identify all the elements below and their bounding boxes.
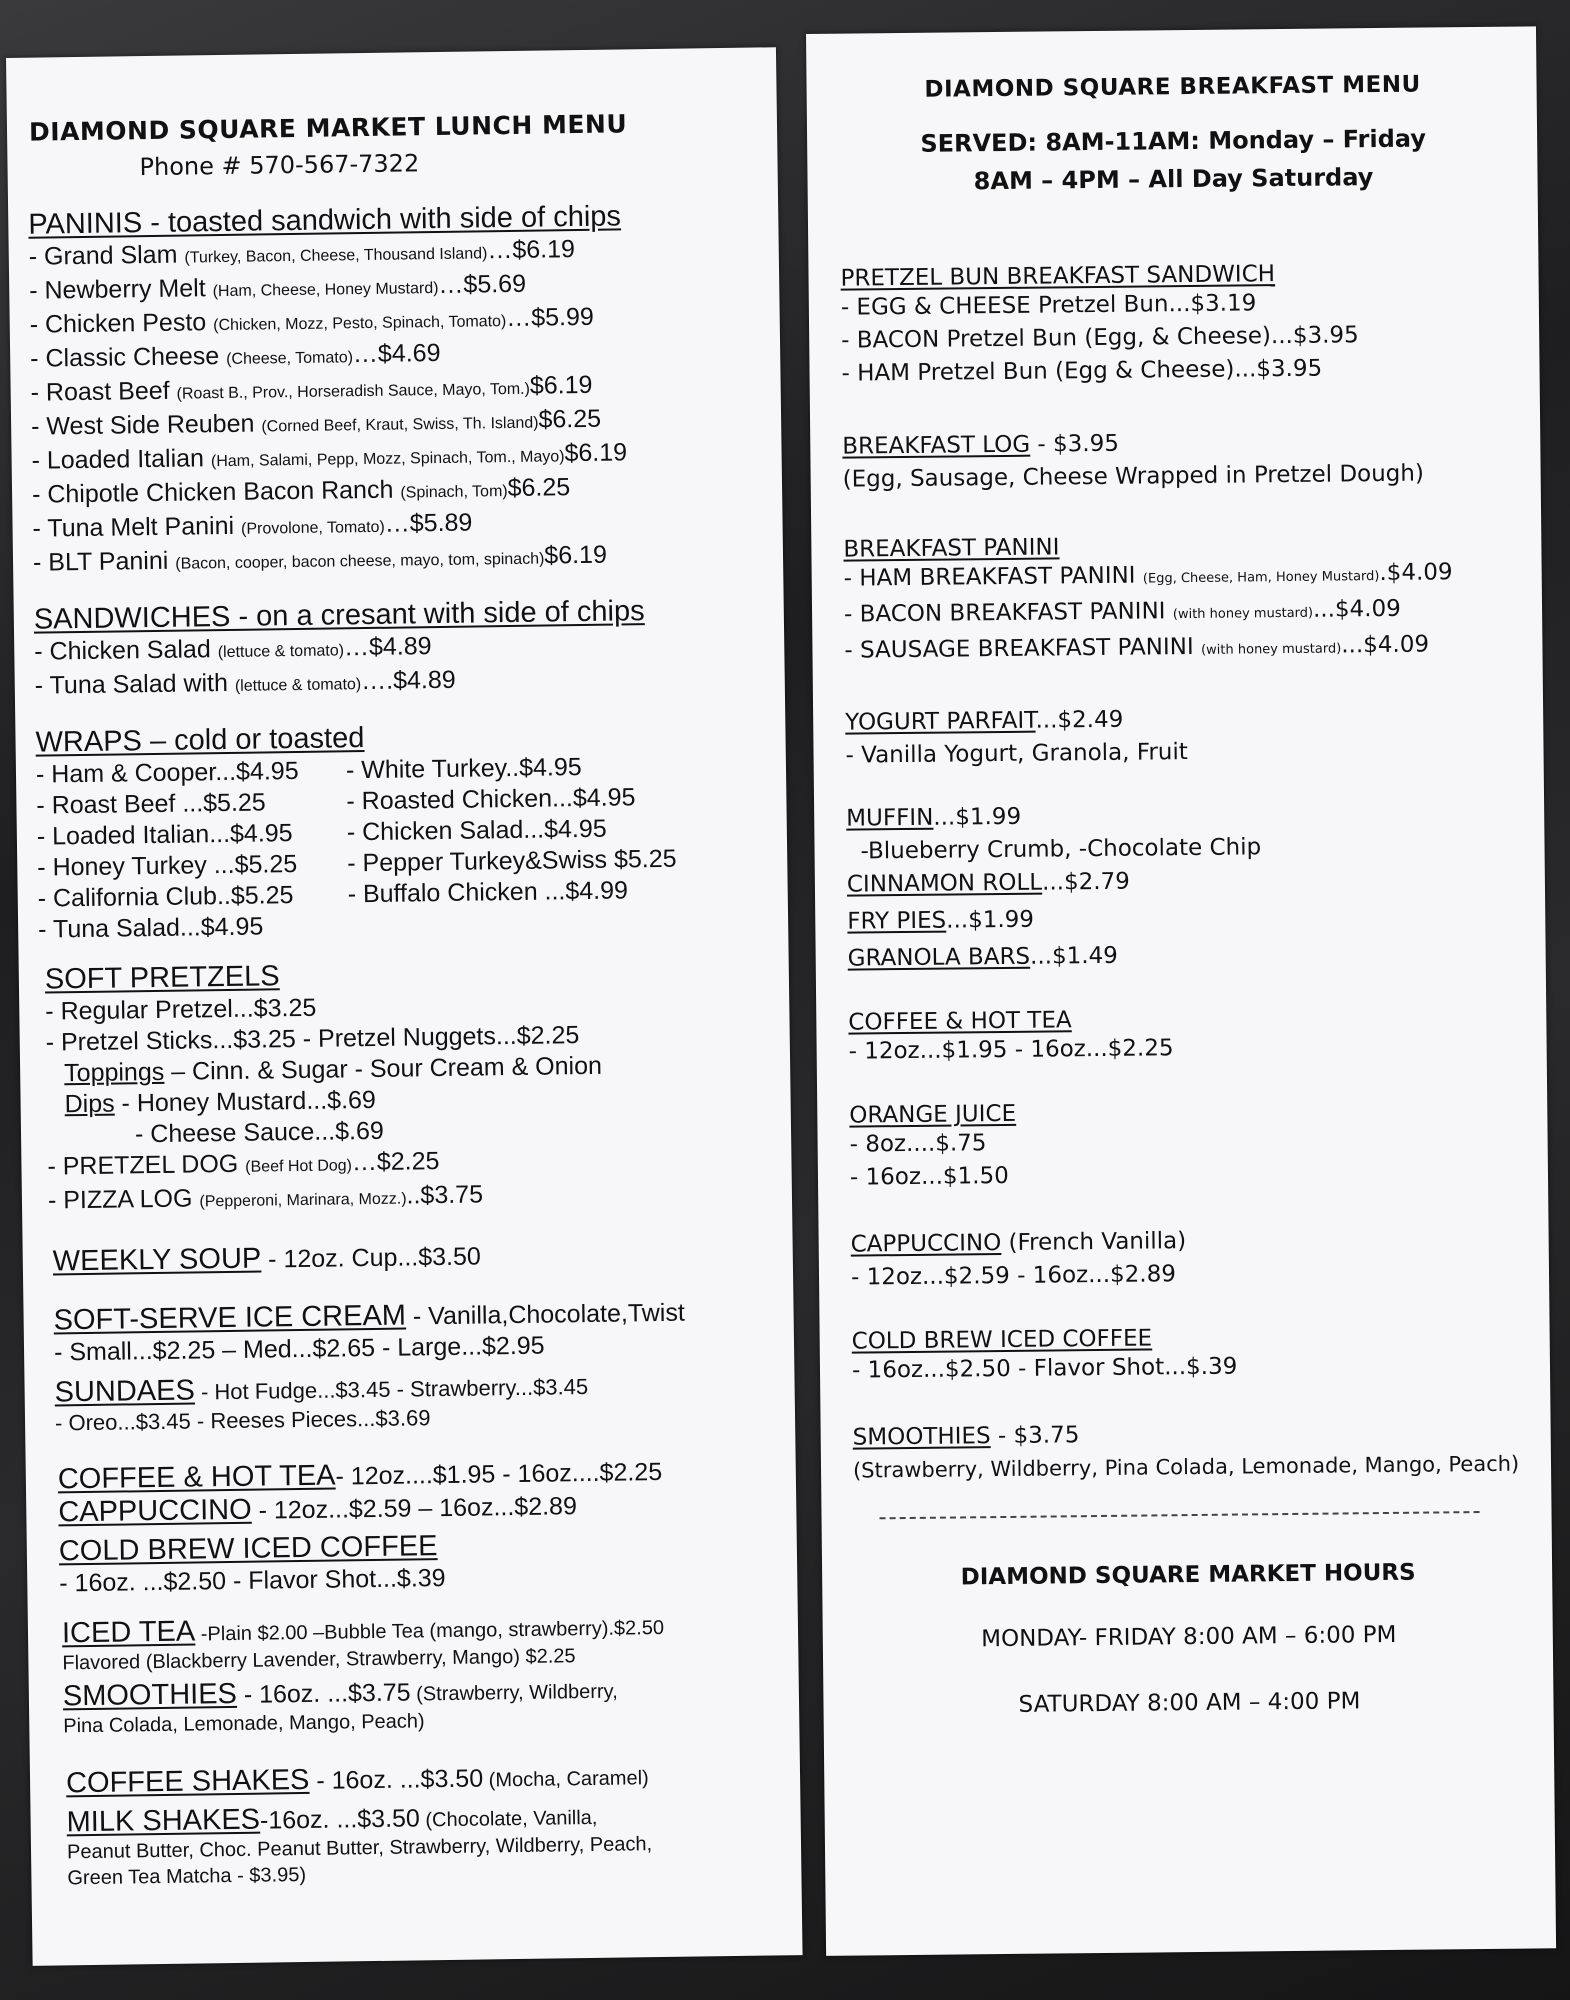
oj-line1: - 8oz....$.75	[849, 1130, 987, 1158]
breakfast-panini-name: - BACON BREAKFAST PANINI	[843, 598, 1166, 628]
sandwiches-heading: SANDWICHES - on a cresant with side of chips	[33, 595, 645, 636]
sundaes-line1: - Hot Fudge...$3.45 - Strawberry...$3.45	[194, 1374, 589, 1405]
milkshakes-desc3: Green Tea Matcha - $3.95)	[67, 1863, 307, 1890]
icecream-heading: SOFT-SERVE ICE CREAM	[53, 1299, 407, 1337]
toppings-text: – Cinn. & Sugar - Sour Cream & Onion	[164, 1051, 603, 1086]
panini-item-price: …$5.69	[438, 269, 527, 299]
frypies-heading: FRY PIES	[847, 907, 947, 935]
breakfast-menu-sheet	[806, 26, 1556, 1956]
panini-item-desc: (Spinach, Tom)	[400, 483, 508, 502]
sandwich-item-price: ….$4.89	[360, 665, 456, 696]
wraps-left-column	[36, 755, 349, 945]
icedtea-line2: Flavored (Blackberry Lavender, Strawberry, Mango) $2.25	[62, 1645, 576, 1675]
bakery-section	[846, 796, 1516, 976]
served-saturday: 8AM – 4PM – All Day Saturday	[973, 163, 1374, 196]
cheese-sauce: - Cheese Sauce...$.69	[134, 1116, 384, 1149]
yogurt-desc: - Vanilla Yogurt, Granola, Fruit	[845, 739, 1188, 769]
lunch-smoothies-desc2: Pina Colada, Lemonade, Mango, Peach)	[63, 1710, 425, 1738]
lunch-smoothies-desc1: (Strawberry, Wildberry,	[410, 1680, 618, 1706]
served-hours	[839, 119, 1508, 202]
panini-item-price: $6.19	[529, 370, 593, 400]
wrap-item: - Chicken Salad...$4.95	[346, 814, 607, 847]
frypies-price: ...$1.99	[946, 906, 1035, 934]
oj-section	[849, 1096, 1518, 1195]
phone-number: Phone # 570-567-7322	[139, 149, 420, 182]
sandwich-item-desc: (lettuce & tomato)	[217, 642, 345, 662]
breakfast-cappuccino-note: (French Vanilla)	[1001, 1228, 1187, 1257]
pretzelbun-item: - EGG & CHEESE Pretzel Bun...$3.19	[840, 290, 1257, 321]
wrap-item: - California Club..$5.25	[37, 881, 294, 913]
breakfast-coffee-heading: COFFEE & HOT TEA	[848, 1007, 1072, 1036]
breakfast-coldbrew-section	[852, 1322, 1521, 1388]
lunch-cappuccino-text: - 12oz...$2.59 – 16oz...$2.89	[251, 1492, 578, 1525]
panini-item-name: - Classic Cheese	[30, 342, 220, 373]
toppings-label: Toppings	[63, 1057, 165, 1088]
pizza-log-price: ..$3.75	[406, 1180, 484, 1210]
breakfast-panini-name: - HAM BREAKFAST PANINI	[843, 562, 1136, 592]
lunch-cappuccino-heading: CAPPUCCINO	[58, 1493, 252, 1529]
pretzelbun-item: - BACON Pretzel Bun (Egg, & Cheese)...$3.95	[841, 322, 1359, 354]
lunch-coffee-text: - 12oz....$1.95 - 16oz....$2.25	[335, 1457, 663, 1491]
sandwich-item-name: - Chicken Salad	[34, 635, 211, 666]
served-weekday: SERVED: 8AM-11AM: Monday – Friday	[920, 124, 1427, 158]
icecream-flavors: - Vanilla,Chocolate,Twist	[405, 1298, 685, 1331]
panini-item-desc: (Ham, Salami, Pepp, Mozz, Spinach, Tom., Mayo)	[210, 448, 565, 471]
sundaes-heading: SUNDAES	[54, 1374, 196, 1409]
breakfast-panini-item	[844, 628, 1512, 671]
yogurt-heading: YOGURT PARFAIT	[845, 707, 1036, 736]
soup-section	[43, 1235, 773, 1278]
wraps-section	[35, 716, 768, 945]
cinnamon-price: ...$2.79	[1041, 868, 1130, 896]
muffin-heading: MUFFIN	[846, 804, 934, 832]
paninis-heading: PANINIS - toasted sandwich with side of chips	[28, 200, 622, 241]
panini-item-desc: (Corned Beef, Kraut, Swiss, Th. Island)	[261, 414, 539, 436]
oj-heading: ORANGE JUICE	[849, 1100, 1017, 1129]
sandwich-item-desc: (lettuce & tomato)	[234, 676, 362, 695]
panini-item-name: - BLT Panini	[32, 546, 169, 577]
milkshakes-price: -16oz. ...$3.50	[259, 1804, 421, 1835]
shakes-section	[50, 1757, 782, 1891]
breakfast-cappuccino-text: - 12oz...$2.59 - 16oz...$2.89	[850, 1261, 1177, 1291]
panini-item-price: $6.19	[544, 540, 608, 570]
breakfast-panini-price: ...$4.09	[1341, 631, 1430, 659]
breakfast-panini-heading: BREAKFAST PANINI	[843, 534, 1060, 563]
icedtea-section	[48, 1607, 780, 1739]
sandwiches-list	[34, 626, 765, 704]
panini-item-desc: (Ham, Cheese, Honey Mustard)	[212, 279, 439, 301]
breakfast-smoothies-price: - $3.75	[990, 1422, 1080, 1450]
coffeeshakes-heading: COFFEE SHAKES	[65, 1763, 310, 1800]
breakfast-panini-section	[843, 530, 1512, 671]
panini-item-price: …$5.99	[506, 302, 595, 333]
panini-item-name: - Loaded Italian	[31, 444, 205, 475]
panini-item-desc: (Turkey, Bacon, Cheese, Thousand Island)	[184, 245, 488, 267]
lunch-coldbrew-text: - 16oz. ...$2.50 - Flavor Shot...$.39	[59, 1564, 446, 1598]
breakfast-smoothies-desc: (Strawberry, Wildberry, Pina Colada, Lemonade, Mango, Peach)	[852, 1451, 1520, 1483]
lunch-coldbrew-heading: COLD BREW ICED COFFEE	[58, 1530, 438, 1568]
icecream-sizes: - Small...$2.25 – Med...$2.65 - Large...$2.95	[53, 1331, 545, 1367]
panini-item-desc: (Provolone, Tomato)	[240, 518, 385, 538]
panini-item-name: - Chipotle Chicken Bacon Ranch	[31, 475, 394, 509]
lunch-smoothies-heading: SMOOTHIES	[62, 1677, 238, 1713]
panini-item-price: $6.25	[507, 473, 571, 503]
dips-label: Dips	[64, 1089, 115, 1119]
hours-weekday: MONDAY- FRIDAY 8:00 AM – 6:00 PM	[981, 1621, 1397, 1653]
panini-item-price: $6.25	[538, 404, 602, 434]
breakfast-menu-title: DIAMOND SQUARE BREAKFAST MENU	[924, 71, 1421, 103]
breakfast-smoothies-heading: SMOOTHIES	[852, 1423, 991, 1451]
coffeeshakes-desc: (Mocha, Caramel)	[482, 1767, 649, 1792]
paninis-section	[28, 199, 763, 582]
pretzelbun-list	[841, 285, 1510, 391]
icedtea-heading: ICED TEA	[61, 1615, 196, 1650]
sandwich-item-name: - Tuna Salad with	[34, 668, 229, 700]
breakfast-log-heading: BREAKFAST LOG	[842, 431, 1031, 460]
lunch-menu-sheet	[6, 47, 803, 1966]
panini-item-desc: (Roast B., Prov., Horseradish Sauce, Mayo, Tom.)	[176, 380, 531, 403]
panini-item-desc: (Chicken, Mozz, Pesto, Spinach, Tomato)	[213, 313, 507, 335]
breakfast-panini-price: .$4.09	[1379, 559, 1453, 587]
cinnamon-heading: CINNAMON ROLL	[846, 869, 1043, 898]
panini-item-price: …$4.69	[352, 338, 441, 369]
breakfast-log-desc: (Egg, Sausage, Cheese Wrapped in Pretzel Dough)	[842, 460, 1425, 493]
icedtea-line1: -Plain $2.00 –Bubble Tea (mango, strawberry).$2.50	[195, 1616, 665, 1646]
pretzel-dog-name: - PRETZEL DOG	[47, 1149, 239, 1181]
sundaes-line2: - Oreo...$3.45 - Reeses Pieces...$3.69	[54, 1405, 431, 1436]
lunch-drinks-section	[46, 1453, 778, 1599]
muffin-price: ...$1.99	[933, 803, 1022, 831]
pretzels-heading: SOFT PRETZELS	[44, 960, 280, 996]
paninis-list	[29, 232, 764, 582]
breakfast-log-section	[842, 424, 1511, 497]
soup-heading: WEEKLY SOUP	[52, 1242, 262, 1278]
panini-item-desc: (Bacon, cooper, bacon cheese, mayo, tom, spinach)	[175, 550, 545, 573]
panini-item-price: …$5.89	[384, 508, 473, 538]
breakfast-panini-item	[844, 556, 1512, 599]
breakfast-panini-desc: (Egg, Cheese, Ham, Honey Mustard)	[1142, 569, 1380, 587]
wraps-right-column	[346, 749, 769, 941]
sandwich-item-price: …$4.89	[343, 632, 432, 662]
breakfast-coffee-section	[848, 1003, 1517, 1069]
panini-item-name: - Tuna Melt Panini	[32, 511, 235, 543]
lunch-menu-title: DIAMOND SQUARE MARKET LUNCH MENU	[28, 109, 628, 147]
dashed-divider	[880, 1511, 1480, 1519]
breakfast-cappuccino-heading: CAPPUCCINO	[850, 1230, 1002, 1258]
pretzelbun-heading: PRETZEL BUN BREAKFAST SANDWICH	[840, 261, 1276, 292]
pizza-log-desc: (Pepperoni, Marinara, Mozz.)	[199, 1190, 407, 1211]
wrap-item: - Roast Beef ...$5.25	[36, 788, 266, 820]
breakfast-smoothies-section	[853, 1415, 1522, 1488]
pretzel-dog-desc: (Beef Hot Dog)	[245, 1157, 353, 1176]
hours-title: DIAMOND SQUARE MARKET HOURS	[960, 1559, 1416, 1591]
wrap-item: - Honey Turkey ...$5.25	[37, 850, 298, 882]
panini-item-name: - Newberry Melt	[29, 274, 206, 305]
panini-item-price: $6.19	[564, 438, 628, 468]
pretzels-section	[39, 953, 773, 1219]
breakfast-panini-price: ...$4.09	[1312, 595, 1401, 623]
pretzel-dog-price: …$2.25	[351, 1147, 440, 1177]
hours-saturday: SATURDAY 8:00 AM – 4:00 PM	[1018, 1688, 1361, 1718]
pretzel-sticks: - Pretzel Sticks...$3.25 - Pretzel Nuggets...$2.25	[45, 1021, 580, 1057]
coffeeshakes-price: - 16oz. ...$3.50	[309, 1764, 484, 1795]
breakfast-panini-name: - SAUSAGE BREAKFAST PANINI	[844, 633, 1194, 664]
wrap-item: - Tuna Salad...$4.95	[37, 912, 264, 944]
panini-item-price: …$6.19	[487, 235, 576, 265]
granola-price: ...$1.49	[1029, 942, 1118, 970]
wrap-item: - Buffalo Chicken ...$4.99	[347, 876, 629, 909]
wrap-item: - Ham & Cooper...$4.95	[35, 756, 299, 789]
milkshakes-heading: MILK SHAKES	[66, 1803, 261, 1839]
sandwiches-section	[34, 593, 765, 704]
regular-pretzel: - Regular Pretzel...$3.25	[45, 993, 317, 1026]
lunch-smoothies-price: - 16oz. ...$3.75	[236, 1678, 411, 1709]
icecream-section	[43, 1294, 774, 1368]
milkshakes-desc1: (Chocolate, Vanilla,	[419, 1806, 598, 1832]
breakfast-panini-desc: (with honey mustard)	[1200, 641, 1342, 658]
panini-item-name: - Grand Slam	[28, 240, 178, 271]
panini-item-name: - West Side Reuben	[30, 409, 255, 441]
lunch-coffee-heading: COFFEE & HOT TEA	[57, 1459, 336, 1496]
breakfast-panini-desc: (with honey mustard)	[1172, 605, 1314, 623]
breakfast-panini-list	[844, 556, 1513, 671]
oj-line2: - 16oz...$1.50	[849, 1162, 1009, 1191]
pretzelbun-section	[840, 259, 1509, 391]
breakfast-coldbrew-text: - 16oz...$2.50 - Flavor Shot...$.39	[851, 1353, 1238, 1384]
wrap-item: - Loaded Italian...$4.95	[36, 819, 293, 851]
yogurt-price: ...$2.49	[1035, 706, 1124, 734]
granola-heading: GRANOLA BARS	[847, 943, 1031, 972]
panini-item-desc: (Cheese, Tomato)	[226, 349, 354, 368]
wraps-heading: WRAPS – cold or toasted	[35, 722, 365, 759]
breakfast-log-price: - $3.95	[1030, 430, 1120, 458]
breakfast-coldbrew-heading: COLD BREW ICED COFFEE	[851, 1325, 1153, 1355]
panini-item-name: - Roast Beef	[30, 376, 170, 407]
breakfast-coffee-text: - 12oz...$1.95 - 16oz...$2.25	[848, 1035, 1174, 1065]
panini-item-name: - Chicken Pesto	[29, 308, 207, 339]
milkshakes-desc2: Peanut Butter, Choc. Peanut Butter, Strawberry, Wildberry, Peach,	[66, 1833, 653, 1864]
dips-text: - Honey Mustard...$.69	[114, 1085, 377, 1118]
yogurt-section	[845, 700, 1514, 773]
sundaes-section	[44, 1366, 775, 1437]
pretzelbun-item: - HAM Pretzel Bun (Egg & Cheese)...$3.95	[841, 355, 1323, 387]
wrap-item: - White Turkey..$4.95	[345, 753, 582, 785]
pizza-log-name: - PIZZA LOG	[47, 1184, 193, 1215]
breakfast-cappuccino-section	[851, 1222, 1520, 1295]
muffin-desc: -Blueberry Crumb, -Chocolate Chip	[860, 834, 1262, 865]
wrap-item: - Roasted Chicken...$4.95	[346, 783, 636, 816]
soup-text: - 12oz. Cup...$3.50	[261, 1242, 482, 1274]
wrap-item: - Pepper Turkey&Swiss $5.25	[347, 844, 677, 878]
